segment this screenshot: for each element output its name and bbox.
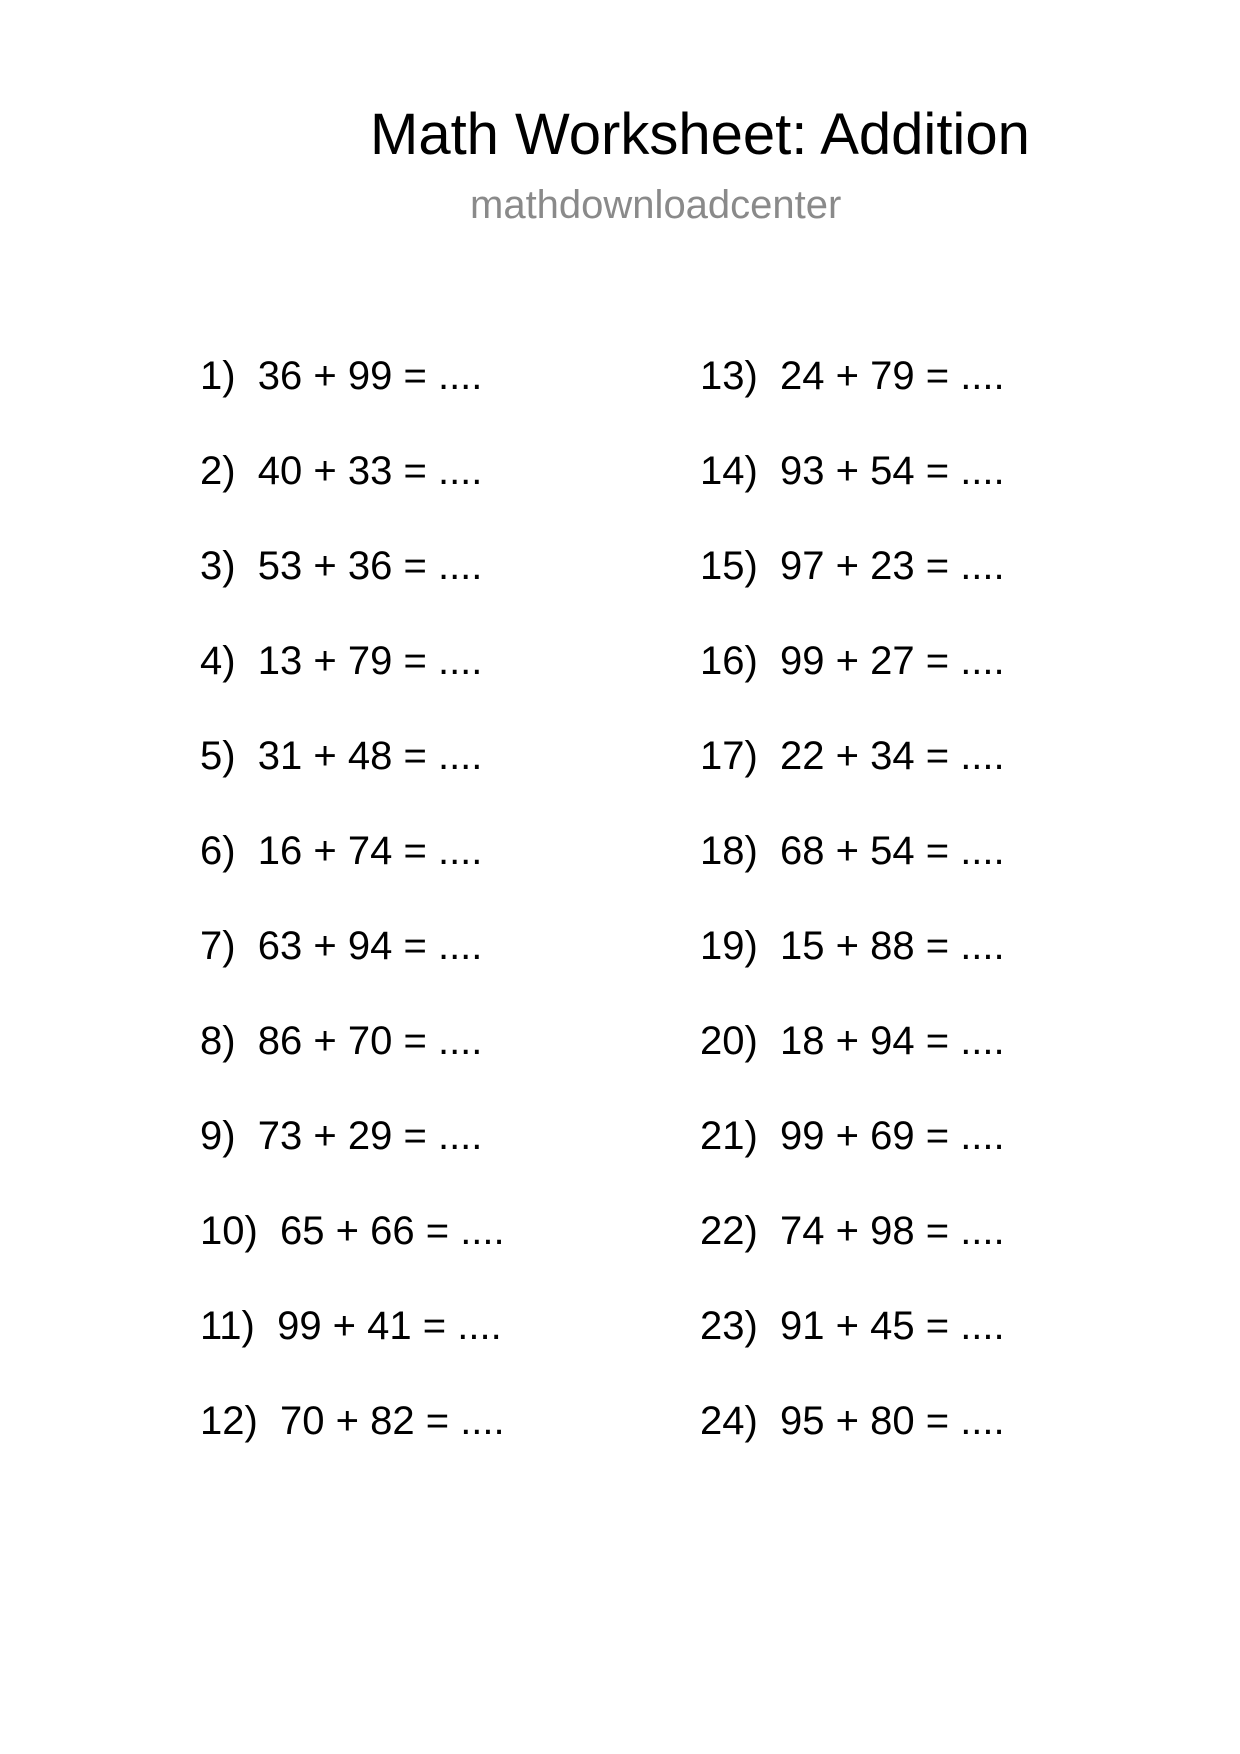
problem-2: 2) 40 + 33 = .... (200, 449, 483, 493)
problem-23: 23) 91 + 45 = .... (700, 1304, 1005, 1348)
problem-15: 15) 97 + 23 = .... (700, 544, 1005, 588)
problems-column-left (200, 346, 505, 1486)
problem-21: 21) 99 + 69 = .... (700, 1114, 1005, 1158)
problem-5: 5) 31 + 48 = .... (200, 734, 483, 778)
problem-13: 13) 24 + 79 = .... (700, 354, 1005, 398)
problem-9: 9) 73 + 29 = .... (200, 1114, 483, 1158)
problem-16: 16) 99 + 27 = .... (700, 639, 1005, 683)
problem-17: 17) 22 + 34 = .... (700, 734, 1005, 778)
problem-7: 7) 63 + 94 = .... (200, 924, 483, 968)
problem-11: 11) 99 + 41 = .... (200, 1304, 502, 1348)
problem-1: 1) 36 + 99 = .... (200, 354, 483, 398)
problem-12: 12) 70 + 82 = .... (200, 1399, 505, 1443)
problem-4: 4) 13 + 79 = .... (200, 639, 483, 683)
problem-20: 20) 18 + 94 = .... (700, 1019, 1005, 1063)
problem-3: 3) 53 + 36 = .... (200, 544, 483, 588)
problem-18: 18) 68 + 54 = .... (700, 829, 1005, 873)
problem-14: 14) 93 + 54 = .... (700, 449, 1005, 493)
worksheet-title: Math Worksheet: Addition (370, 102, 1030, 167)
problem-19: 19) 15 + 88 = .... (700, 924, 1005, 968)
problem-24: 24) 95 + 80 = .... (700, 1399, 1005, 1443)
problems-column-right (700, 346, 1005, 1486)
problem-22: 22) 74 + 98 = .... (700, 1209, 1005, 1253)
problem-8: 8) 86 + 70 = .... (200, 1019, 483, 1063)
worksheet-subtitle: mathdownloadcenter (470, 183, 842, 227)
problem-10: 10) 65 + 66 = .... (200, 1209, 505, 1253)
problem-6: 6) 16 + 74 = .... (200, 829, 483, 873)
